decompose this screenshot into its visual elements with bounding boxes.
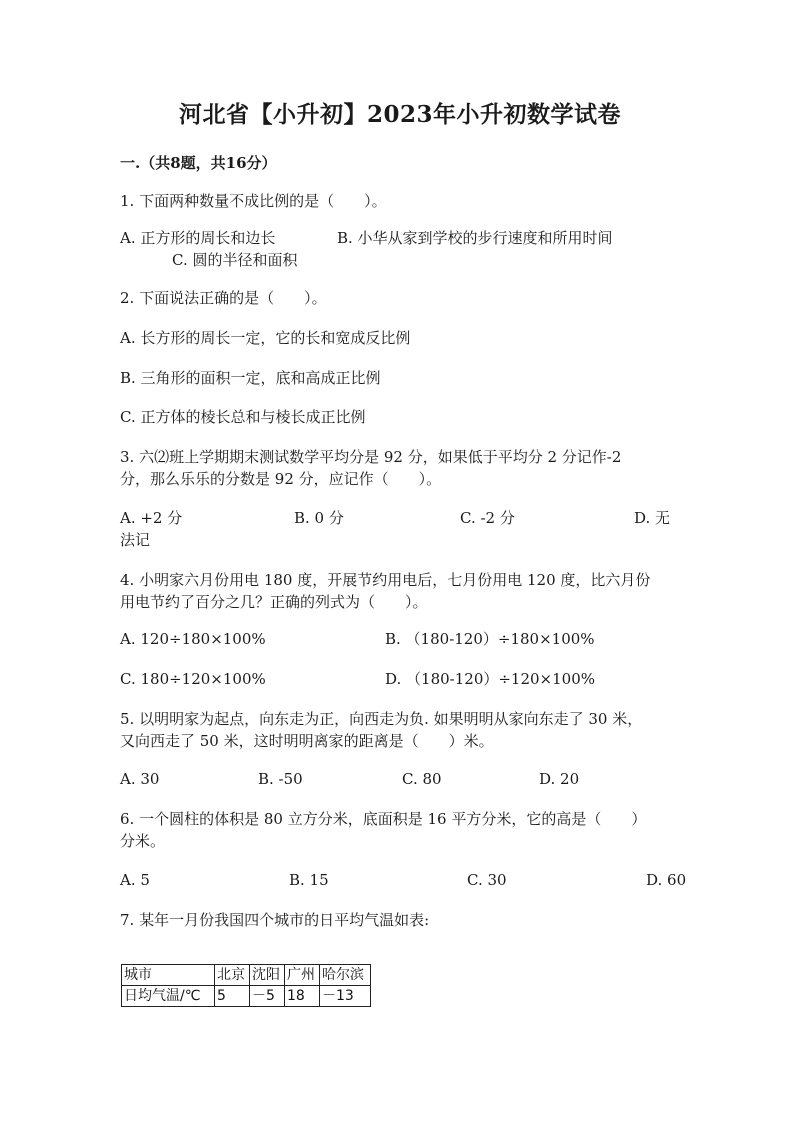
temperature-table xyxy=(121,964,371,1007)
table-cell: －5 xyxy=(250,986,285,1007)
question-1-stem: 1. 下面两种数量不成比例的是（ ）。 xyxy=(120,192,387,210)
question-4-option-c: C. 180÷120×100% xyxy=(120,670,266,688)
question-3-option-b: B. 0 分 xyxy=(294,509,344,527)
table-cell: 沈阳 xyxy=(250,965,285,986)
question-5-option-a: A. 30 xyxy=(120,770,160,788)
question-6-stem-line-1: 6. 一个圆柱的体积是 80 立方分米，底面积是 16 平方分米，它的高是（ ） xyxy=(120,810,647,828)
question-6-option-a: A. 5 xyxy=(120,871,150,889)
section-heading: 一.（共8题，共16分） xyxy=(120,154,277,172)
question-3-option-d-cont: 法记 xyxy=(120,531,151,549)
question-2-stem: 2. 下面说法正确的是（ ）。 xyxy=(120,289,327,307)
table-cell: 18 xyxy=(285,986,320,1007)
question-6-option-b: B. 15 xyxy=(289,871,329,889)
question-4-option-a: A. 120÷180×100% xyxy=(120,630,266,648)
question-1-option-a: A. 正方形的周长和边长 xyxy=(120,229,276,247)
question-3-option-a: A. +2 分 xyxy=(120,509,183,527)
question-3-option-d: D. 无 xyxy=(634,509,671,527)
question-5-stem-line-2: 又向西走了 50 米，这时明明离家的距离是（ ）米。 xyxy=(120,732,494,750)
table-cell: 哈尔滨 xyxy=(320,965,371,986)
table-cell: 城市 xyxy=(122,965,215,986)
question-1-option-c: C. 圆的半径和面积 xyxy=(172,251,298,269)
question-7-stem: 7. 某年一月份我国四个城市的日平均气温如表: xyxy=(120,911,430,929)
table-cell: 日均气温/℃ xyxy=(122,986,215,1007)
question-4-option-b: B. （180-120）÷180×100% xyxy=(385,630,595,648)
question-4-stem-line-1: 4. 小明家六月份用电 180 度，开展节约用电后，七月份用电 120 度，比六月份 xyxy=(120,571,651,589)
question-5-option-b: B. -50 xyxy=(258,770,303,788)
page-title: 河北省【小升初】2023年小升初数学试卷 xyxy=(178,101,621,128)
question-3-stem-line-1: 3. 六⑵班上学期期末测试数学平均分是 92 分，如果低于平均分 2 分记作-2 xyxy=(120,448,622,466)
question-2-option-b: B. 三角形的面积一定，底和高成正比例 xyxy=(120,369,381,387)
table-cell: 北京 xyxy=(215,965,250,986)
question-6-stem-line-2: 分米。 xyxy=(120,832,166,850)
question-2-option-a: A. 长方形的周长一定，它的长和宽成反比例 xyxy=(120,329,411,347)
table-header-row xyxy=(122,965,371,986)
table-cell: －13 xyxy=(320,986,371,1007)
question-3-stem-line-2: 分，那么乐乐的分数是 92 分，应记作（ ）。 xyxy=(120,470,442,488)
question-6-option-d: D. 60 xyxy=(646,871,687,889)
question-5-option-c: C. 80 xyxy=(402,770,442,788)
table-cell: 广州 xyxy=(285,965,320,986)
question-5-option-d: D. 20 xyxy=(539,770,580,788)
question-4-option-d: D. （180-120）÷120×100% xyxy=(385,670,596,688)
question-2-option-c: C. 正方体的棱长总和与棱长成正比例 xyxy=(120,408,366,426)
question-3-option-c: C. -2 分 xyxy=(460,509,515,527)
table-cell: 5 xyxy=(215,986,250,1007)
question-5-stem-line-1: 5. 以明明家为起点，向东走为正，向西走为负. 如果明明从家向东走了 30 米， xyxy=(120,710,643,728)
table-row xyxy=(122,986,371,1007)
question-6-option-c: C. 30 xyxy=(467,871,507,889)
question-4-stem-line-2: 用电节约了百分之几？正确的列式为（ ）。 xyxy=(120,593,428,611)
question-1-option-b: B. 小华从家到学校的步行速度和所用时间 xyxy=(337,229,613,247)
